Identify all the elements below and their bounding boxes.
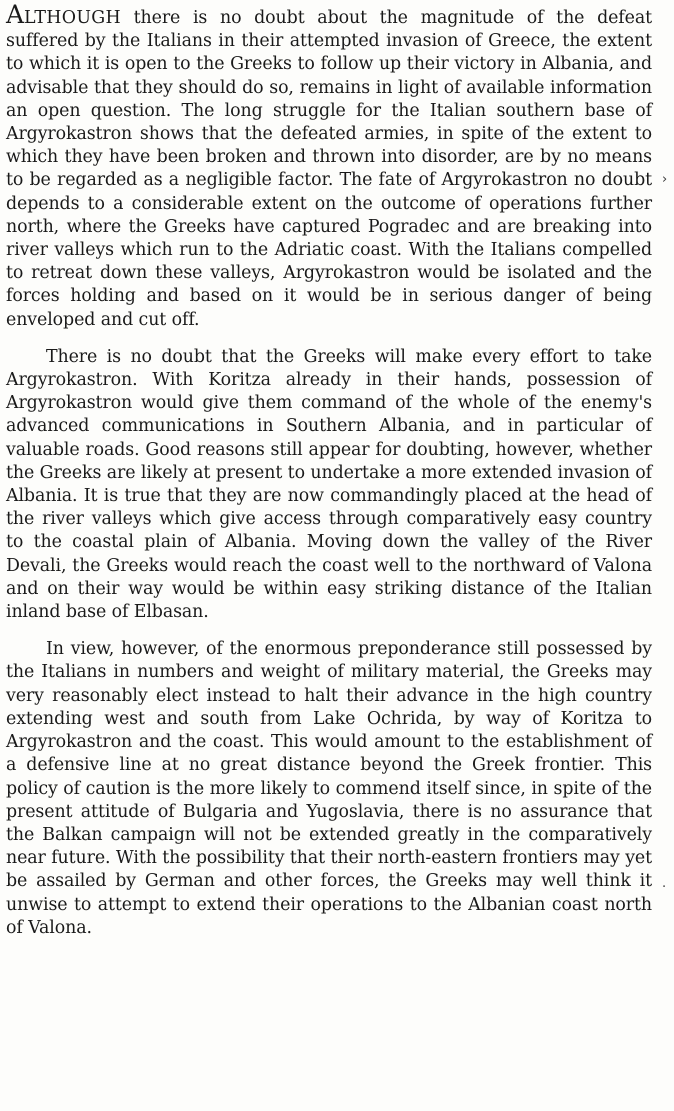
paragraph-1-text: there is no doubt about the magnitude of the defeat suffered by the Italians in their attempted invasion of Greece, the extent to which it is open to the Greeks to follow up their victory in Albania, and advisable that they should do so, remains in light of available information an open question. The long struggle for the Italian southern base of Argyrokastron shows that the defeated armies, in spite of the extent to which they have been broken and thrown into disorder, are by no means to be regarded as a negligible factor. The fate of Argyrokastron no doubt depends to a considerable extent on the outcome of operations further north, where the Greeks have captured Pogradec and are breaking into river valleys which run to the Adriatic coast. With the Italians compelled to retreat down these valleys, Argyrokastron would be isolated and the forces holding and based on it would be in serious danger of being enveloped and cut off. — [6, 8, 652, 330]
article-paragraph-1 — [6, 0, 652, 332]
article-paragraph-2: There is no doubt that the Greeks will make every effort to take Argyrokastron. With Koritza already in their hands, possession of Argyrokastron would give them command of the whole of the enemy's advanced communications in Southern Albania, and in particular of valuable roads. Good reasons still appear for doubting, however, whether the Greeks are likely at present to undertake a more extended invasion of Albania. It is true that they are now commandingly placed at the head of the river valleys which give access through comparatively easy country to the coastal plain of Albania. Moving down the valley of the River Devali, the Greeks would reach the coast well to the northward of Valona and on their way would be within easy striking distance of the Italian inland base of Elbasan. — [6, 346, 652, 623]
print-speck-mark: › — [662, 172, 668, 187]
article-paragraph-3: In view, however, of the enormous preponderance still possessed by the Italians in numbers and weight of military material, the Greeks may very reasonably elect instead to halt their advance in the high country extending west and south from Lake Ochrida, by way of Koritza to Argyrokastron and the coast. This would amount to the establishment of a defensive line at no great distance beyond the Greek frontier. This policy of caution is the more likely to commend itself since, in spite of the present attitude of Bulgaria and Yugoslavia, there is no assurance that the Balkan campaign will not be extended greatly in the comparatively near future. With the possibility that their north-eastern frontiers may yet be assailed by German and other forces, the Greeks may well think it unwise to attempt to extend their operations to the Albanian coast north of Valona. — [6, 639, 652, 938]
print-speck-mark: · — [662, 880, 667, 895]
first-word-rest: LTHOUGH — [23, 8, 121, 28]
article-column — [6, 0, 652, 940]
drop-cap: A — [6, 0, 24, 29]
